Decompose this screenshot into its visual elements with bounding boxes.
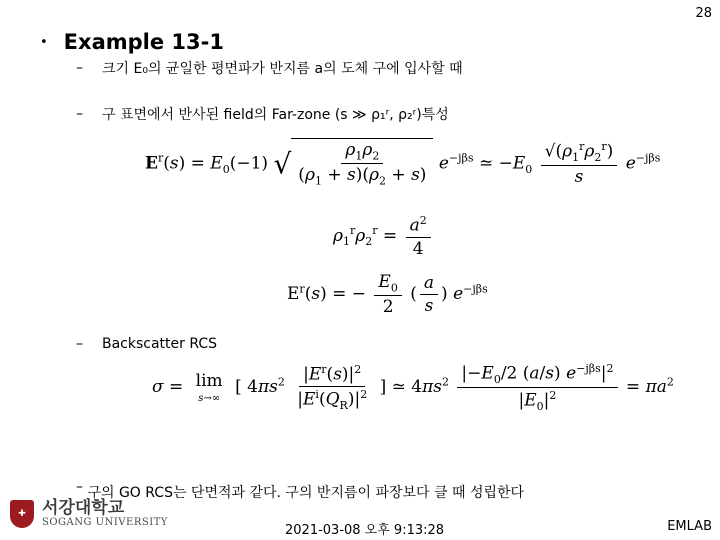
- item-text: 크기 E₀의 균일한 평면파가 반지름 a의 도체 구에 입사할 때: [102, 61, 463, 77]
- shield-icon: ✚: [10, 500, 34, 528]
- list-item-clipped: – 구의 GO RCS는 단면적과 같다. 구의 반지름이 파장보다 클 때 성립한다: [76, 479, 525, 501]
- slide-title: Example 13-1: [63, 30, 224, 54]
- item-text: 구의 GO RCS는 단면적과 같다. 구의 반지름이 파장보다 클 때 성립한다: [87, 485, 525, 501]
- footer-lab: EMLAB: [667, 519, 712, 534]
- page-number: 28: [695, 6, 712, 21]
- dash-icon: –: [76, 106, 83, 122]
- university-name-en: SOGANG UNIVERSITY: [42, 516, 168, 528]
- list-item: [76, 336, 217, 352]
- equation-curvature-product: $\rho_1^r\rho_2^r$ = $\frac{a^2}{4}$: [333, 214, 434, 259]
- item-text: 구 표면에서 반사된 field의 Far-zone (s ≫ ρ₁ʳ, ρ₂ʳ)특성: [102, 107, 449, 123]
- item-text: Backscatter RCS: [102, 336, 218, 352]
- dash-icon: –: [76, 336, 83, 352]
- equation-far-zone-field: $E^r(s) = E_0(-1)$ √ $\frac{\rho_1\rho_2}{(\rho_1 + s)(\rho_2 + s)}$ $e^{-j\beta s}$ ≃ $-E_0$ $\frac{√(\rho_1^r\rho_2^r)}{s}$ $e^{-j\beta s}$: [145, 140, 661, 188]
- list-item: [76, 104, 449, 124]
- bullet-icon: •: [40, 34, 48, 50]
- equation-reflected-field: $E^r(s)$ = − $\frac{E_0}{2}$ ( $\frac{a}{s}$ ) $e^{-j\beta s}$: [287, 272, 488, 318]
- list-item: [76, 58, 463, 78]
- dash-icon: –: [76, 60, 83, 76]
- title-row: [40, 30, 224, 54]
- university-logo: [10, 500, 168, 528]
- university-name-kr: 서강대학교: [42, 498, 125, 518]
- footer-datetime: 2021-03-08 오후 9:13:28: [285, 523, 445, 538]
- equation-rcs: σ = lim s→∞ [ $4\pi s^2$ $\frac{|E^r(s)|^2}{|E^i(Q_R)|^2}$ ] ≃ $4\pi s^2$ $\frac{|-E_0/2 (a/s) e^{-j\beta s}|^2}{|E_0|^2}$ = $\pi a^2$: [152, 362, 674, 414]
